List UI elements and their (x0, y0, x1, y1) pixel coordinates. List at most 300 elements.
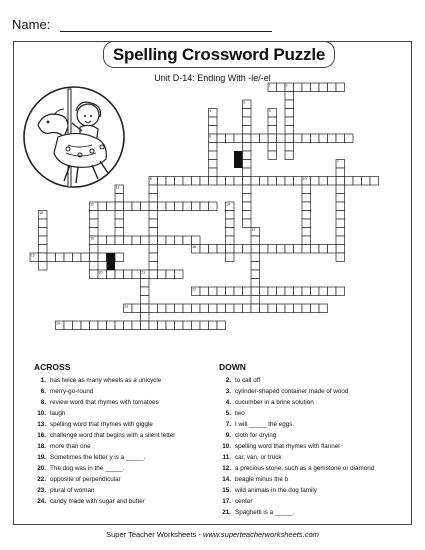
grid-cell[interactable] (226, 287, 235, 296)
grid-cell[interactable] (107, 202, 116, 211)
grid-cell[interactable] (277, 134, 286, 143)
grid-cell[interactable] (107, 270, 116, 279)
grid-cell[interactable] (336, 245, 345, 254)
grid-cell[interactable] (39, 253, 48, 262)
grid-cell[interactable] (268, 245, 277, 254)
grid-cell[interactable] (234, 177, 243, 186)
page-title: Spelling Crossword Puzzle (112, 45, 326, 64)
grid-cell[interactable] (302, 287, 311, 296)
grid-cell[interactable] (234, 287, 243, 296)
grid-cell[interactable] (353, 177, 362, 186)
grid-cell[interactable] (90, 211, 99, 220)
grid-cell[interactable] (226, 134, 235, 143)
grid-cell[interactable] (166, 304, 175, 313)
grid-cell[interactable] (370, 177, 379, 186)
clue-text: a precious stone, such as a gemstone or diamond (235, 465, 375, 472)
grid-cell[interactable] (98, 253, 107, 262)
clue-text: review word that rhymes with tomatoes (50, 399, 159, 406)
grid-cell[interactable] (285, 287, 294, 296)
grid-cell[interactable] (98, 236, 107, 245)
grid-cell[interactable] (217, 321, 226, 330)
grid-cell[interactable] (294, 83, 303, 92)
grid-cell[interactable] (149, 270, 158, 279)
grid-cell[interactable] (336, 287, 345, 296)
grid-cell[interactable] (234, 245, 243, 254)
grid-cell[interactable] (115, 228, 124, 237)
grid-cell[interactable] (90, 245, 99, 254)
grid-cell[interactable] (243, 126, 252, 135)
grid-cell[interactable] (277, 177, 286, 186)
grid-cell[interactable] (192, 321, 201, 330)
grid-cell[interactable] (243, 304, 252, 313)
grid-cell[interactable] (124, 236, 133, 245)
grid-cell[interactable] (115, 253, 124, 262)
grid-cell[interactable] (243, 117, 252, 126)
grid-cell[interactable] (209, 287, 218, 296)
grid-cell[interactable] (200, 245, 209, 254)
grid-cell[interactable] (209, 245, 218, 254)
grid-cell[interactable] (243, 185, 252, 194)
grid-cell[interactable] (183, 304, 192, 313)
grid-cell[interactable] (234, 304, 243, 313)
grid-cell[interactable] (141, 313, 150, 322)
down-clue (219, 408, 409, 419)
grid-cell[interactable] (39, 236, 48, 245)
grid-cell[interactable] (328, 83, 337, 92)
grid-cell[interactable] (328, 134, 337, 143)
grid-cell[interactable] (226, 219, 235, 228)
clue-text: plural of woman (50, 487, 95, 494)
grid-cell[interactable] (243, 194, 252, 203)
grid-cell[interactable] (336, 236, 345, 245)
clue-number: 22. (37, 476, 46, 483)
grid-cell[interactable] (90, 253, 99, 262)
grid-cell[interactable] (90, 270, 99, 279)
grid-cell[interactable] (149, 219, 158, 228)
clue-text: car, van, or truck (235, 454, 282, 461)
grid-cell[interactable] (115, 270, 124, 279)
grid-cell[interactable] (200, 287, 209, 296)
grid-cell[interactable] (183, 321, 192, 330)
grid-cell[interactable] (226, 253, 235, 262)
grid-cell[interactable] (209, 177, 218, 186)
footer-url[interactable]: www.superteacherworksheets.com (202, 530, 319, 539)
grid-cell[interactable] (294, 304, 303, 313)
grid-cell[interactable] (336, 211, 345, 220)
grid-cell[interactable] (243, 177, 252, 186)
clue-number: 15. (222, 487, 231, 494)
grid-cell[interactable] (217, 245, 226, 254)
clue-text: spelling word that rhymes with giggle (50, 421, 153, 428)
grid-cell[interactable] (217, 304, 226, 313)
down-clues (219, 362, 409, 518)
grid-cell[interactable] (183, 202, 192, 211)
grid-cell[interactable] (39, 245, 48, 254)
grid-cell[interactable] (217, 177, 226, 186)
grid-cell[interactable] (319, 134, 328, 143)
grid-cell[interactable] (209, 304, 218, 313)
grid-cell[interactable] (345, 177, 354, 186)
grid-cell[interactable] (336, 253, 345, 262)
grid-cell[interactable] (277, 287, 286, 296)
grid-cell[interactable] (251, 287, 260, 296)
grid-cell[interactable] (132, 304, 141, 313)
grid-cell[interactable] (285, 109, 294, 118)
grid-cell[interactable] (251, 245, 260, 254)
grid-cell[interactable] (336, 202, 345, 211)
grid-cell[interactable] (141, 279, 150, 288)
grid-cell[interactable] (243, 219, 252, 228)
grid-cell[interactable] (268, 143, 277, 152)
grid-cell[interactable] (260, 245, 269, 254)
grid-cell[interactable] (268, 117, 277, 126)
grid-cell[interactable] (362, 177, 371, 186)
grid-cell[interactable] (345, 134, 354, 143)
grid-cell[interactable] (319, 177, 328, 186)
grid-cell[interactable] (285, 151, 294, 160)
grid-cell[interactable] (294, 134, 303, 143)
grid-cell[interactable] (311, 83, 320, 92)
grid-cell[interactable] (243, 109, 252, 118)
grid-cell[interactable] (192, 304, 201, 313)
grid-cell[interactable] (285, 92, 294, 101)
across-clue (34, 441, 224, 452)
grid-cell[interactable] (175, 321, 184, 330)
grid-cell[interactable] (226, 228, 235, 237)
grid-cell[interactable] (302, 219, 311, 228)
grid-cell[interactable] (81, 321, 90, 330)
grid-cell[interactable] (328, 177, 337, 186)
grid-cell[interactable] (166, 321, 175, 330)
grid-cell[interactable] (192, 202, 201, 211)
grid-cell[interactable] (149, 321, 158, 330)
grid-cell[interactable] (268, 134, 277, 143)
clue-text: I will _____ the eggs. (235, 421, 295, 428)
grid-cell[interactable] (251, 296, 260, 305)
across-clue (34, 397, 224, 408)
across-clues (34, 362, 224, 507)
grid-cell[interactable] (251, 262, 260, 271)
clue-number: 7. (225, 421, 231, 428)
grid-cell[interactable] (132, 321, 141, 330)
grid-cell[interactable] (268, 177, 277, 186)
grid-cell[interactable] (336, 185, 345, 194)
grid-cell[interactable] (90, 321, 99, 330)
grid-cell[interactable] (302, 228, 311, 237)
grid-cell[interactable] (302, 194, 311, 203)
grid-cell[interactable] (217, 287, 226, 296)
grid-cell[interactable] (294, 177, 303, 186)
grid-cell[interactable] (294, 287, 303, 296)
cell-number: 11 (115, 185, 120, 190)
grid-cell[interactable] (302, 245, 311, 254)
grid-cell[interactable] (141, 202, 150, 211)
grid-cell[interactable] (319, 304, 328, 313)
grid-cell[interactable] (149, 304, 158, 313)
grid-cell[interactable] (217, 134, 226, 143)
grid-cell[interactable] (251, 236, 260, 245)
grid-cell[interactable] (260, 304, 269, 313)
grid-cell[interactable] (141, 321, 150, 330)
grid-cell[interactable] (209, 143, 218, 152)
grid-cell[interactable] (90, 262, 99, 271)
grid-cell[interactable] (209, 126, 218, 135)
grid-cell[interactable] (149, 236, 158, 245)
grid-cell[interactable] (226, 236, 235, 245)
grid-cell[interactable] (243, 202, 252, 211)
grid-cell[interactable] (302, 304, 311, 313)
grid-cell[interactable] (149, 245, 158, 254)
grid-cell[interactable] (311, 287, 320, 296)
grid-cell[interactable] (141, 304, 150, 313)
down-clue (219, 397, 409, 408)
grid-cell[interactable] (311, 134, 320, 143)
grid-cell[interactable] (158, 321, 167, 330)
grid-cell[interactable] (251, 304, 260, 313)
grid-cell[interactable] (115, 321, 124, 330)
down-clue (219, 474, 409, 485)
grid-cell[interactable] (200, 321, 209, 330)
clue-number: 20. (37, 465, 46, 472)
grid-cell[interactable] (132, 202, 141, 211)
clue-number: 2. (225, 377, 231, 384)
grid-cell[interactable] (166, 270, 175, 279)
grid-cell[interactable] (209, 321, 218, 330)
grid-cell[interactable] (243, 160, 252, 169)
grid-cell[interactable] (90, 219, 99, 228)
grid-cell[interactable] (124, 202, 133, 211)
grid-cell[interactable] (268, 304, 277, 313)
grid-cell[interactable] (183, 236, 192, 245)
grid-cell[interactable] (268, 126, 277, 135)
grid-cell[interactable] (328, 287, 337, 296)
down-clue (219, 485, 409, 496)
grid-cell[interactable] (81, 253, 90, 262)
black-square (234, 151, 243, 160)
grid-cell[interactable] (158, 236, 167, 245)
grid-cell[interactable] (64, 253, 73, 262)
grid-cell[interactable] (302, 202, 311, 211)
clue-text: cloth for drying (235, 432, 277, 439)
grid-cell[interactable] (39, 228, 48, 237)
grid-cell[interactable] (277, 83, 286, 92)
grid-cell[interactable] (209, 117, 218, 126)
clue-number: 6. (40, 388, 46, 395)
grid-cell[interactable] (158, 304, 167, 313)
grid-cell[interactable] (336, 134, 345, 143)
grid-cell[interactable] (243, 287, 252, 296)
grid-cell[interactable] (107, 321, 116, 330)
grid-cell[interactable] (124, 321, 133, 330)
cell-number: 24 (56, 321, 61, 326)
across-clue (34, 485, 224, 496)
grid-cell[interactable] (132, 236, 141, 245)
grid-cell[interactable] (285, 100, 294, 109)
grid-cell[interactable] (251, 177, 260, 186)
grid-cell[interactable] (183, 177, 192, 186)
clue-number: 11. (222, 454, 231, 461)
grid-cell[interactable] (149, 202, 158, 211)
grid-cell[interactable] (209, 202, 218, 211)
grid-cell[interactable] (243, 151, 252, 160)
grid-cell[interactable] (226, 177, 235, 186)
grid-cell[interactable] (200, 202, 209, 211)
grid-cell[interactable] (234, 134, 243, 143)
grid-cell[interactable] (209, 168, 218, 177)
grid-cell[interactable] (141, 236, 150, 245)
across-clue (34, 463, 224, 474)
grid-cell[interactable] (277, 245, 286, 254)
grid-cell[interactable] (166, 202, 175, 211)
grid-cell[interactable] (39, 262, 48, 271)
grid-cell[interactable] (209, 151, 218, 160)
grid-cell[interactable] (73, 321, 82, 330)
grid-cell[interactable] (175, 236, 184, 245)
black-square (107, 262, 116, 271)
grid-cell[interactable] (268, 287, 277, 296)
grid-cell[interactable] (328, 245, 337, 254)
grid-cell[interactable] (311, 177, 320, 186)
grid-cell[interactable] (175, 177, 184, 186)
grid-cell[interactable] (285, 245, 294, 254)
grid-cell[interactable] (285, 117, 294, 126)
grid-cell[interactable] (149, 194, 158, 203)
grid-cell[interactable] (319, 245, 328, 254)
grid-cell[interactable] (251, 279, 260, 288)
grid-cell[interactable] (319, 83, 328, 92)
clue-number: 9. (225, 432, 231, 439)
grid-cell[interactable] (98, 202, 107, 211)
grid-cell[interactable] (285, 143, 294, 152)
grid-cell[interactable] (302, 134, 311, 143)
grid-cell[interactable] (158, 202, 167, 211)
clue-text: Sometimes the letter y is a _____. (50, 454, 146, 461)
grid-cell[interactable] (124, 270, 133, 279)
grid-cell[interactable] (260, 177, 269, 186)
clue-number: 13. (37, 421, 46, 428)
grid-cell[interactable] (319, 287, 328, 296)
grid-cell[interactable] (149, 262, 158, 271)
grid-cell[interactable] (260, 134, 269, 143)
grid-cell[interactable] (243, 245, 252, 254)
clue-text: to call off (235, 377, 261, 384)
grid-cell[interactable] (336, 194, 345, 203)
clue-text: two (235, 410, 245, 417)
grid-cell[interactable] (336, 228, 345, 237)
grid-cell[interactable] (200, 177, 209, 186)
grid-cell[interactable] (90, 228, 99, 237)
grid-cell[interactable] (115, 219, 124, 228)
grid-cell[interactable] (285, 134, 294, 143)
grid-cell[interactable] (192, 177, 201, 186)
grid-cell[interactable] (302, 236, 311, 245)
grid-cell[interactable] (115, 236, 124, 245)
grid-cell[interactable] (294, 245, 303, 254)
grid-cell[interactable] (285, 126, 294, 135)
grid-cell[interactable] (56, 253, 65, 262)
grid-cell[interactable] (39, 219, 48, 228)
grid-cell[interactable] (132, 270, 141, 279)
grid-cell[interactable] (175, 304, 184, 313)
grid-cell[interactable] (226, 245, 235, 254)
grid-cell[interactable] (149, 185, 158, 194)
grid-cell[interactable] (175, 202, 184, 211)
grid-cell[interactable] (192, 236, 201, 245)
grid-cell[interactable] (166, 177, 175, 186)
grid-cell[interactable] (158, 270, 167, 279)
grid-cell[interactable] (243, 211, 252, 220)
grid-cell[interactable] (166, 236, 175, 245)
grid-cell[interactable] (115, 194, 124, 203)
grid-cell[interactable] (149, 211, 158, 220)
clue-number: 1. (40, 377, 46, 384)
grid-cell[interactable] (302, 83, 311, 92)
grid-cell[interactable] (73, 253, 82, 262)
grid-cell[interactable] (336, 83, 345, 92)
grid-cell[interactable] (175, 270, 184, 279)
grid-cell[interactable] (200, 304, 209, 313)
grid-cell[interactable] (141, 296, 150, 305)
grid-cell[interactable] (302, 211, 311, 220)
grid-cell[interactable] (209, 160, 218, 169)
grid-cell[interactable] (98, 321, 107, 330)
clue-text: more than one (50, 443, 91, 450)
grid-cell[interactable] (251, 270, 260, 279)
cell-number: 16 (90, 236, 95, 241)
grid-cell[interactable] (302, 185, 311, 194)
grid-cell[interactable] (158, 177, 167, 186)
grid-cell[interactable] (149, 228, 158, 237)
clue-text: laugh (50, 410, 66, 417)
grid-cell[interactable] (149, 253, 158, 262)
clue-text: The dog was in the _____. (50, 465, 125, 472)
footer-brand: Super Teacher Worksheets (106, 530, 197, 539)
grid-cell[interactable] (311, 245, 320, 254)
grid-cell[interactable] (243, 143, 252, 152)
grid-cell[interactable] (336, 219, 345, 228)
cell-number: 17 (251, 228, 256, 233)
grid-cell[interactable] (268, 151, 277, 160)
grid-cell[interactable] (107, 236, 116, 245)
grid-cell[interactable] (260, 287, 269, 296)
grid-cell[interactable] (243, 168, 252, 177)
grid-cell[interactable] (251, 253, 260, 262)
clue-text: has twice as many wheels as a unicycle (50, 377, 162, 384)
grid-cell[interactable] (311, 304, 320, 313)
grid-cell[interactable] (226, 211, 235, 220)
grid-cell[interactable] (243, 134, 252, 143)
grid-cell[interactable] (251, 134, 260, 143)
grid-cell[interactable] (336, 177, 345, 186)
grid-cell[interactable] (64, 321, 73, 330)
grid-cell[interactable] (226, 304, 235, 313)
grid-cell[interactable] (285, 177, 294, 186)
black-square (234, 160, 243, 169)
cell-number: 18 (192, 245, 197, 250)
grid-cell[interactable] (336, 168, 345, 177)
clue-text: spelling word that rhymes with flannel (235, 443, 340, 450)
grid-cell[interactable] (47, 253, 56, 262)
across-clue (34, 386, 224, 397)
grid-cell[interactable] (115, 211, 124, 220)
grid-cell[interactable] (277, 304, 286, 313)
grid-cell[interactable] (285, 304, 294, 313)
grid-cell[interactable] (141, 287, 150, 296)
across-clue (34, 496, 224, 507)
page-subtitle: Unit D-14: Ending With -le/-el (154, 73, 271, 83)
grid-cell[interactable] (115, 202, 124, 211)
clue-number: 5. (225, 410, 231, 417)
